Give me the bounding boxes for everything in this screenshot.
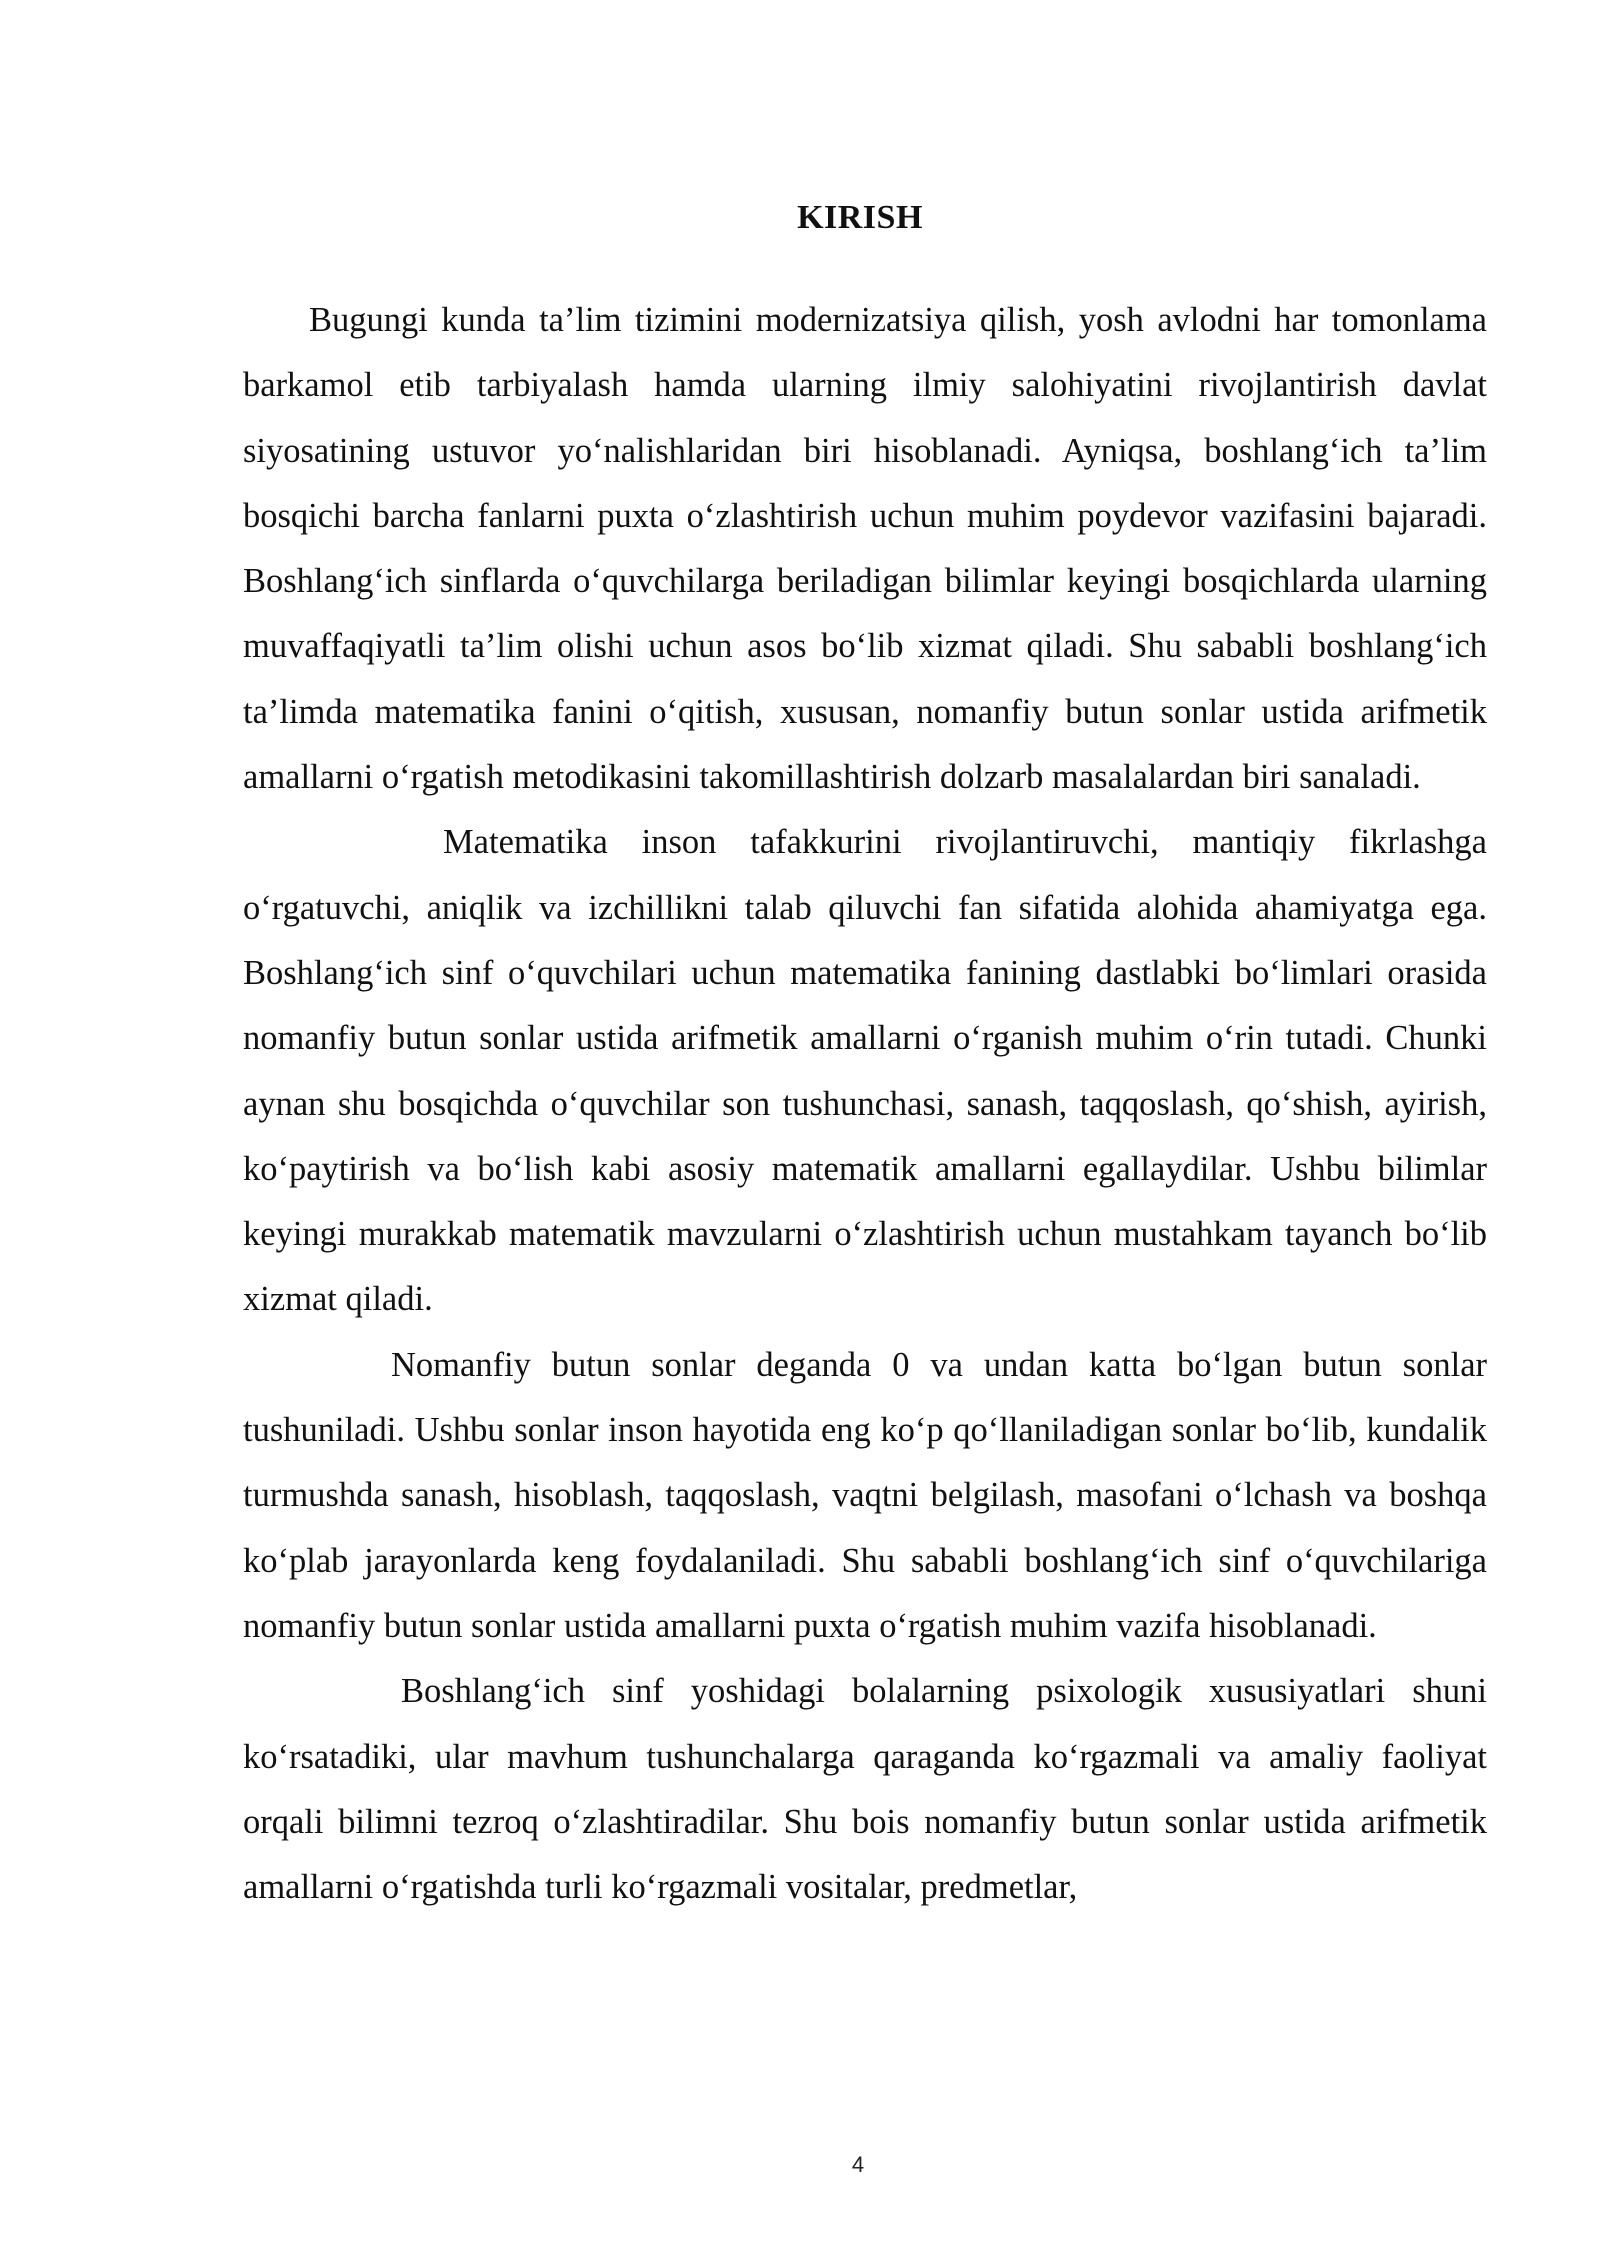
body-text (243, 288, 1487, 1920)
page-number: 4 (851, 2152, 865, 2177)
page-title: KIRISH (797, 199, 923, 236)
paragraph-2: Matematika inson tafakkurini rivojlantiruvchi, mantiqiy fikrlashga o‘rgatuvchi, aniqlik va izchillikni talab qiluvchi fan sifatida alohida ahamiyatga ega. Boshlang‘ich sinf o‘quvchilari uchun matematika fanining dastlabki bo‘limlari orasida nomanfiy butun sonlar ustida arifmetik amallarni o‘rganish muhim o‘rin tutadi. Chunki aynan shu bosqichda o‘quvchilar son tushunchasi, sanash, taqqoslash, qo‘shish, ayirish, ko‘paytirish va bo‘lish kabi asosiy matematik amallarni egallaydilar. Ushbu bilimlar keyingi murakkab matematik mavzularni o‘zlashtirish uchun mustahkam tayanch bo‘lib xizmat qiladi. (243, 823, 1487, 1319)
paragraph-4: Boshlang‘ich sinf yoshidagi bolalarning psixologik xususiyatlari shuni ko‘rsatadiki, ular mavhum tushunchalarga qaraganda ko‘rgazmali va amaliy faoliyat orqali bilimni tezroq o‘zlashtiradilar. Shu bois nomanfiy butun sonlar ustida arifmetik amallarni o‘rgatishda turli ko‘rgazmali vositalar, predmetlar, (243, 1672, 1487, 1907)
paragraph-1: Bugungi kunda ta’lim tizimini modernizatsiya qilish, yosh avlodni har tomonlama barkamol etib tarbiyalash hamda ularning ilmiy salohiyatini rivojlantirish davlat siyosatining ustuvor yo‘nalishlaridan biri hisoblanadi. Ayniqsa, boshlang‘ich ta’lim bosqichi barcha fanlarni puxta o‘zlashtirish uchun muhim poydevor vazifasini bajaradi. Boshlang‘ich sinflarda o‘quvchilarga beriladigan bilimlar keyingi bosqichlarda ularning muvaffaqiyatli ta’lim olishi uchun asos bo‘lib xizmat qiladi. Shu sababli boshlang‘ich ta’limda matematika fanini o‘qitish, xususan, nomanfiy butun sonlar ustida arifmetik amallarni o‘rgatish metodikasini takomillashtirish dolzarb masalalardan biri sanaladi. (243, 301, 1487, 797)
paragraph-3: Nomanfiy butun sonlar deganda 0 va undan katta bo‘lgan butun sonlar tushuniladi. Ushbu sonlar inson hayotida eng ko‘p qo‘llaniladigan sonlar bo‘lib, kundalik turmushda sanash, hisoblash, taqqoslash, vaqtni belgilash, masofani o‘lchash va boshqa ko‘plab jarayonlarda keng foydalaniladi. Shu sababli boshlang‘ich sinf o‘quvchilariga nomanfiy butun sonlar ustida amallarni puxta o‘rgatish muhim vazifa hisoblanadi. (243, 1345, 1487, 1645)
